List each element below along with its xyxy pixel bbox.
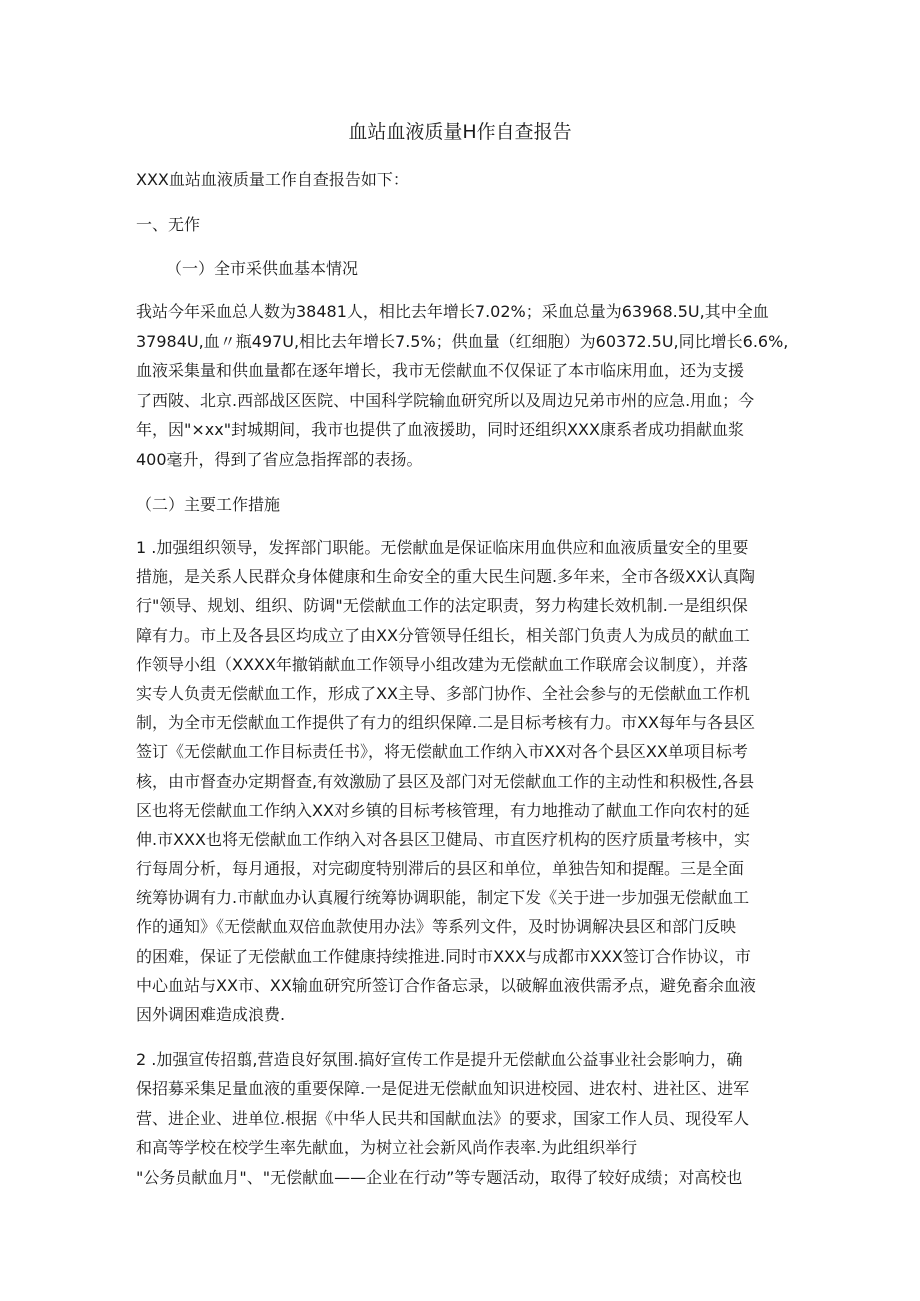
paragraph-line: 行"领导、规划、组织、防调"无偿献血工作的法定职责，努力构建长效机制.一是组织保 [136,596,748,616]
paragraph-line: "公务员献血月"、"无偿献血——企业在行动”等专题活动，取得了较好成绩；对高校也 [136,1167,743,1187]
paragraph-line: 血液采集量和供血量都在逐年增长，我市无偿献血不仅保证了本市临床用血，还为支援 [136,361,745,380]
paragraph-line: 了西陂、北京.西部战区医院、中国科学院输血研究所以及周边兄弟市州的应急.用血；今 [136,390,755,410]
paragraph-line: 1 .加强组织领导，发挥部门职能。无偿献血是保证临床用血供应和血液质量安全的里要 [136,538,749,557]
paragraph-publicity-recruitment [136,1045,796,1192]
paragraph-organization-leadership [136,533,796,1029]
paragraph-line: 年，因"×xx"封城期间，我市也提供了血液援助，同时还组织XXX康系者成功捐献血浆 [136,420,744,439]
paragraph-line: 措施，是关系人民群众身体健康和生命安全的重大民生问题.多年来，全市各级XX认真陶 [136,567,756,587]
paragraph-line: 因外调困难造成浪费. [136,1005,286,1024]
paragraph-line: 我站今年采血总人数为38481人，相比去年增长7.02%；采血总量为63968.5U,其中全血 [136,302,769,321]
paragraph-line: 37984U,血〃瓶497U,相比去年增长7.5%；供血量（红细胞）为60372.5U,同比增长6.6%, [136,331,789,351]
paragraph-line: 营、进企业、进单位.根据《中华人民共和国献血法》的要求，国家工作人员、现役军人 [136,1108,750,1128]
paragraph-line: 作领导小组（XXXX年撤销献血工作领导小组改建为无偿献血工作联席会议制度），并落 [136,654,748,674]
subsection2-heading: （二）主要工作措施 [136,495,281,514]
paragraph-line: 保招募采集足量血液的重要保障.一是促进无偿献血知识进校园、进农村、进社区、进军 [136,1079,750,1099]
paragraph-line: 伸.市XXX也将无偿献血工作纳入对各县区卫健局、市直医疗机构的医疗质量考核中，实 [136,829,750,849]
paragraph-line: 核，由市督查办定期督查,有效激励了县区及部门对无偿献血工作的主动性和积极性,各县 [136,771,755,791]
paragraph-line: 行每周分析，每月通报，对完砌度特别滞后的县区和单位，单独告知和提醒。三是全面 [136,859,745,879]
paragraph-blood-collection [136,297,796,474]
paragraph-line: 和高等学校在校学生率先献血，为树立社会新风尚作表率.为此组织举行 [136,1138,638,1158]
paragraph-line: 中心血站与XX市、XX输血研究所签订合作备忘录，以破解血液供需矛点，避免畜余血液 [136,975,756,995]
paragraph-line: 的困难，保证了无偿献血工作健康持续推进.同时市XXX与成都市XXX签订合作协议，市 [136,946,751,966]
intro-line: XXX血站血液质量工作自查报告如下： [136,170,409,189]
paragraph-line: 区也将无偿献血工作纳入XX对乡镇的目标考核管理，有力地推动了献血工作向农村的延 [136,800,750,820]
subsection1-heading: （一）全市采供血基本情况 [166,259,359,278]
paragraph-line: 作的通知》《无偿献血双倍血款使用办法》等系列文件，及时协调解决县区和部门反映 [136,917,737,937]
paragraph-line: 制，为全市无偿献血工作提供了有力的组织保障.二是目标考核有力。市XX每年与各县区 [136,713,756,733]
document-title: 血站血液质量H作自查报告 [348,121,572,143]
paragraph-line: 400毫升，得到了省应急指挥部的表扬。 [136,449,423,469]
paragraph-line: 签订《无偿献血工作目标责任书》，将无偿献血工作纳入市XX对各个县区XX单项目标考 [136,742,748,762]
section1-heading: 一、无作 [136,215,201,234]
paragraph-line: 统筹协调有力.市献血办认真履行统筹协调职能，制定下发《关于进一步加强无偿献血工 [136,888,750,908]
paragraph-line: 2 .加强宣传招翦,营造良好氛围.搞好宣传工作是提升无偿献血公益事业社会影响力，确 [136,1050,743,1069]
paragraph-line: 障有力。市上及各县区均成立了由XX分管领导任组长，相关部门负责人为成员的献血工 [136,625,750,645]
paragraph-line: 实专人负责无偿献血工作，形成了XX主导、多部门协作、全社会参与的无偿献血工作机 [136,683,750,703]
